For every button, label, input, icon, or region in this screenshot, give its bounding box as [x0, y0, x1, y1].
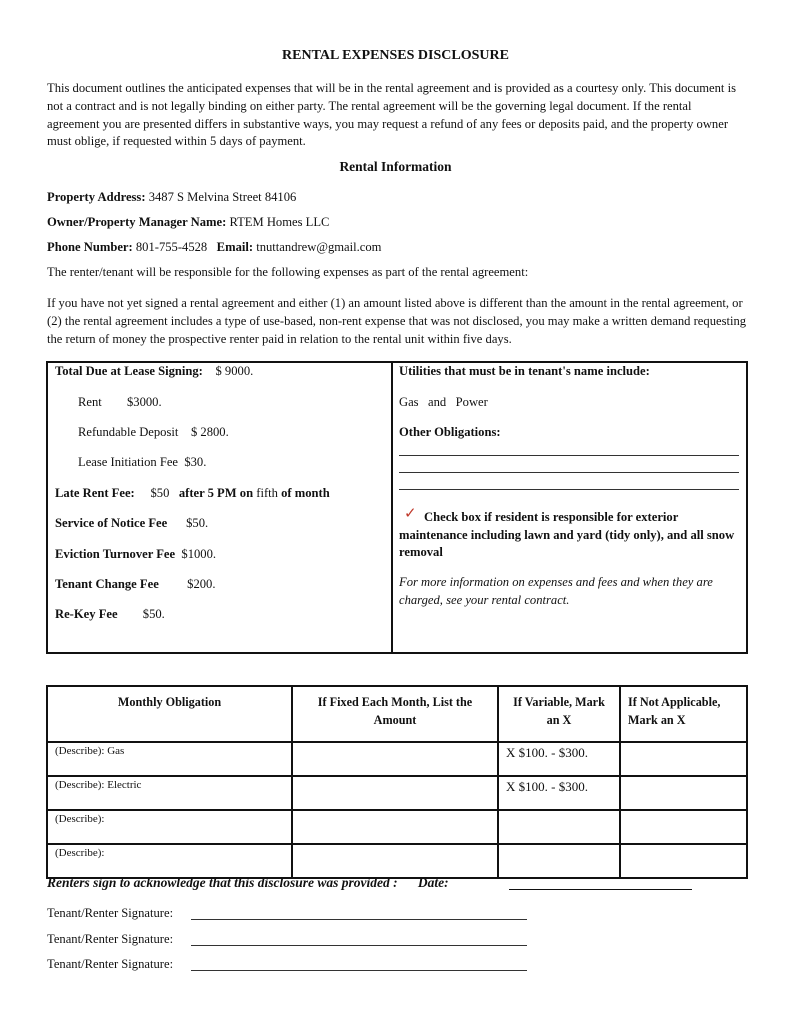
- responsible-text: The renter/tenant will be responsible for the following expenses as part of the rental agreement:: [47, 265, 529, 279]
- late-fee-month: of month: [281, 486, 330, 500]
- variable-cell[interactable]: [498, 844, 620, 878]
- utilities-value: Gas and Power: [399, 395, 488, 409]
- header-not-applicable: If Not Applicable, Mark an X: [620, 686, 747, 742]
- monthly-obligations-table: [46, 685, 748, 879]
- other-obligations-line[interactable]: [399, 455, 739, 456]
- tenant-change-fee-label: Tenant Change Fee: [55, 577, 159, 591]
- date-label: Date:: [417, 875, 449, 890]
- fixed-amount-cell[interactable]: [292, 844, 498, 878]
- obligation-description[interactable]: (Describe): Electric: [47, 776, 292, 810]
- phone-value: 801-755-4528: [135, 240, 208, 254]
- eviction-fee-row: [55, 547, 216, 562]
- date-field[interactable]: [509, 889, 692, 890]
- notice-fee-label: Service of Notice Fee: [55, 516, 168, 530]
- total-due-label: Total Due at Lease Signing:: [55, 364, 203, 378]
- not-applicable-cell[interactable]: [620, 810, 747, 844]
- table-row: [47, 810, 747, 844]
- late-fee-when: after 5 PM on: [178, 486, 254, 500]
- not-applicable-cell[interactable]: [620, 844, 747, 878]
- obligation-description[interactable]: (Describe): Gas: [47, 742, 292, 776]
- other-obligations-heading: Other Obligations:: [399, 425, 501, 439]
- obligation-description[interactable]: (Describe):: [47, 844, 292, 878]
- property-address-row: [47, 190, 296, 205]
- rent-label: Rent: [78, 395, 102, 409]
- intro-paragraph: This document outlines the anticipated expenses that will be in the rental agreement and is provided as a courtesy only. This document is not a contract and is not legally binding on either party. The rental agreement will be the governing legal document. If the rental agreement you are presented differs in substantive ways, you may request a refund of any fees or deposits paid, and the property owner must oblige, if requested within 5 days of payment.: [47, 81, 736, 149]
- variable-cell[interactable]: [498, 810, 620, 844]
- header-variable: If Variable, Mark an X: [498, 686, 620, 742]
- tenant-change-fee-row: [55, 577, 215, 592]
- total-due-row: [55, 364, 253, 379]
- signature-label: Tenant/Renter Signature:: [47, 957, 174, 971]
- signature-label: Tenant/Renter Signature:: [47, 906, 174, 920]
- not-applicable-cell[interactable]: [620, 776, 747, 810]
- rent-row: [78, 395, 162, 410]
- checkmark-icon[interactable]: ✓: [404, 506, 417, 522]
- signature-field[interactable]: [191, 919, 527, 920]
- total-due-value: $ 9000.: [215, 364, 254, 378]
- owner-value: RTEM Homes LLC: [229, 215, 330, 229]
- property-address-label: Property Address:: [47, 190, 146, 204]
- table-row: [47, 742, 747, 776]
- notice-fee-value: $50.: [186, 516, 209, 530]
- initiation-row: [78, 455, 206, 470]
- rental-info-heading: Rental Information: [339, 159, 452, 174]
- owner-label: Owner/Property Manager Name:: [47, 215, 227, 229]
- signature-label: Tenant/Renter Signature:: [47, 932, 174, 946]
- not-applicable-cell[interactable]: [620, 742, 747, 776]
- variable-cell[interactable]: X $100. - $300.: [498, 776, 620, 810]
- property-address-value: 3487 S Melvina Street 84106: [148, 190, 297, 204]
- signature-field[interactable]: [191, 970, 527, 971]
- acknowledge-text: Renters sign to acknowledge that this disclosure was provided :: [47, 875, 398, 890]
- rekey-fee-value: $50.: [142, 607, 165, 621]
- initiation-value: $30.: [184, 455, 207, 469]
- deposit-value: $ 2800.: [190, 425, 229, 439]
- rekey-fee-row: [55, 607, 165, 622]
- more-info-note: For more information on expenses and fees and when they are charged, see your rental contract.: [399, 575, 713, 607]
- exterior-maintenance-label: Check box if resident is responsible for exterior maintenance including lawn and yard (tidy only), and all snow removal: [399, 510, 735, 559]
- late-fee-value: $50: [150, 486, 170, 500]
- notice-fee-row: [55, 516, 208, 531]
- deposit-row: [78, 425, 229, 440]
- rent-value: $3000.: [126, 395, 162, 409]
- tenant-change-fee-value: $200.: [187, 577, 216, 591]
- fixed-amount-cell[interactable]: [292, 776, 498, 810]
- signature-field[interactable]: [191, 945, 527, 946]
- demand-paragraph: If you have not yet signed a rental agreement and either (1) an amount listed above is different than the amount in the rental agreement, or (2) the rental agreement includes a type of use-based, non-rent expense that was not disclosed, you may make a written demand requesting the return of money the prospective renter paid in relation to the rental unit within five days.: [47, 296, 747, 346]
- late-fee-day: fifth: [256, 486, 278, 500]
- fixed-amount-cell[interactable]: [292, 810, 498, 844]
- deposit-label: Refundable Deposit: [78, 425, 179, 439]
- owner-row: [47, 215, 329, 230]
- document-title: RENTAL EXPENSES DISCLOSURE: [282, 48, 509, 63]
- obligation-description[interactable]: (Describe):: [47, 810, 292, 844]
- rekey-fee-label: Re-Key Fee: [55, 607, 118, 621]
- other-obligations-line[interactable]: [399, 489, 739, 490]
- table-header-row: [47, 686, 747, 742]
- utilities-heading: Utilities that must be in tenant's name include:: [399, 364, 650, 378]
- header-monthly-obligation: Monthly Obligation: [47, 686, 292, 742]
- email-value: tnuttandrew@gmail.com: [256, 240, 382, 254]
- table-row: [47, 776, 747, 810]
- late-fee-row: [55, 486, 330, 501]
- contact-row: [47, 240, 381, 255]
- eviction-fee-label: Eviction Turnover Fee: [55, 547, 176, 561]
- table-row: [47, 844, 747, 878]
- late-fee-label: Late Rent Fee:: [55, 486, 135, 500]
- other-obligations-line[interactable]: [399, 472, 739, 473]
- acknowledge-row: [47, 875, 449, 891]
- fixed-amount-cell[interactable]: [292, 742, 498, 776]
- phone-label: Phone Number:: [47, 240, 133, 254]
- initiation-label: Lease Initiation Fee: [78, 455, 179, 469]
- email-label: Email:: [216, 240, 254, 254]
- header-fixed-amount: If Fixed Each Month, List the Amount: [292, 686, 498, 742]
- eviction-fee-value: $1000.: [181, 547, 217, 561]
- variable-cell[interactable]: X $100. - $300.: [498, 742, 620, 776]
